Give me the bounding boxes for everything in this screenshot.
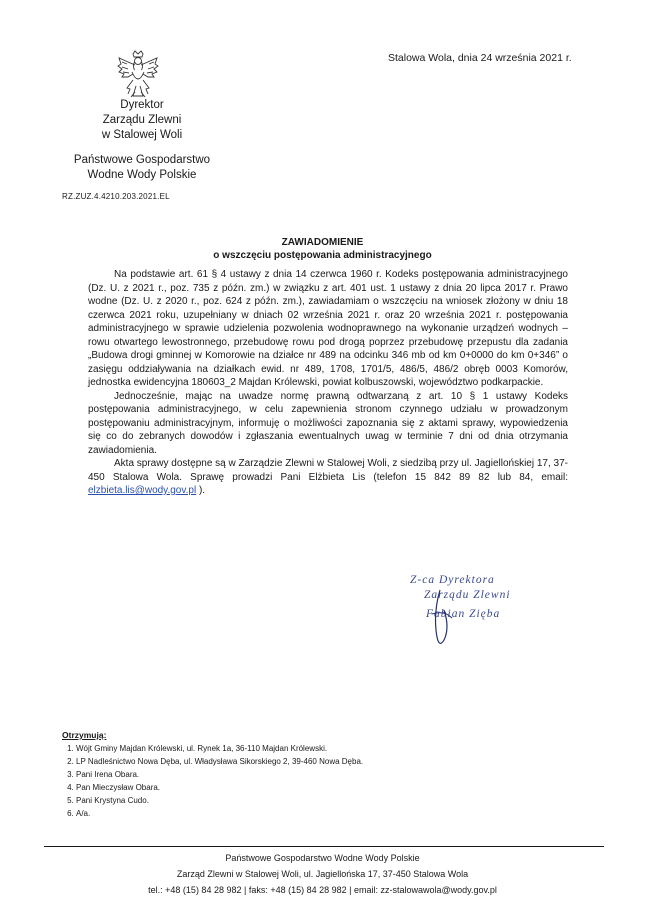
- signature-role: Z-ca Dyrektora: [410, 574, 495, 586]
- recipients-list: [62, 729, 422, 820]
- sender-office: Zarządu Zlewni: [102, 114, 182, 126]
- sender-block: [62, 98, 222, 183]
- letter-body: [88, 268, 568, 498]
- footer-address: Zarząd Zlewni w Stalowej Woli, ul. Jagiellońska 17, 37-450 Stalowa Wola: [176, 869, 469, 879]
- footer-organization: Państwowe Gospodarstwo Wodne Wody Polskie: [225, 853, 420, 863]
- recipient-item: 3. Pani Irena Obara.: [76, 768, 422, 781]
- recipient-item: 1. Wójt Gminy Majdan Królewski, ul. Rynek 1a, 36-110 Majdan Królewski.: [76, 742, 422, 755]
- recipient-item: 4. Pan Mieczysław Obara.: [76, 781, 422, 794]
- document-date: Stalowa Wola, dnia 24 września 2021 r.: [388, 52, 572, 64]
- sender-city: w Stalowej Woli: [101, 129, 183, 141]
- document-title: ZAWIADOMIENIE: [281, 237, 364, 248]
- eagle-emblem-icon: [116, 50, 160, 100]
- sender-organization-2: Wodne Wody Polskie: [87, 169, 197, 181]
- signature-stamp: [406, 574, 536, 654]
- recipients-heading: Otrzymują:: [62, 730, 107, 740]
- footer-divider: [44, 846, 604, 847]
- case-files-text: Akta sprawy dostępne są w Zarządzie Zlewni w Stalowej Woli, z siedzibą przy ul. Jagiellońskiej 17, 37-450 Stalowa Wola. Sprawę prowadzi Pani Elżbieta Lis (telefon 15 842 89 82 lub 84, email:: [88, 458, 568, 483]
- sender-title: Dyrektor: [120, 99, 164, 111]
- paragraph-party-rights: Jednocześnie, mając na uwadze normę prawną odtwarzaną z art. 10 § 1 ustawy Kodeks postępowania administracyjnego, w celu zapewnienia stronom czynnego udziału w prowadzonym postępowaniu administracyjnym, informuję o możliwości zapoznania się z aktami sprawy, wypowiedzenia się co do zebranych dowodów i zgłaszania ewentualnych uwag w terminie 7 dni od dnia otrzymania zawiadomienia.: [88, 390, 568, 456]
- case-number: RZ.ZUZ.4.4210.203.2021.EL: [62, 192, 170, 201]
- case-files-tail: ).: [196, 485, 206, 496]
- recipient-item: 5. Pani Krystyna Cudo.: [76, 794, 422, 807]
- recipient-item: 2. LP Nadleśnictwo Nowa Dęba, ul. Władysława Sikorskiego 2, 39-460 Nowa Dęba.: [76, 755, 422, 768]
- signature-name: Fabian Zięba: [426, 608, 501, 620]
- handwritten-signature-icon: [406, 574, 536, 654]
- paragraph-legal-basis: Na podstawie art. 61 § 4 ustawy z dnia 14 czerwca 1960 r. Kodeks postępowania administracyjnego (Dz. U. z 2021 r., poz. 735 z późn. zm.) w związku z art. 401 ust. 1 ustawy z dnia 20 lipca 2017 r. Prawo wodne (Dz. U. z 2020 r., poz. 624 z późn. zm.), zawiadamiam o wszczęciu na wniosek złożony w dniu 18 czerwca 2021 roku, uzupełniany w dniach 02 września 2021 r. oraz 20 września 2021 r. postępowania administracyjnego w sprawie udzielenia pozwolenia wodnoprawnego na wykonanie urządzeń wodnych – rowu otwartego lewostronnego, przebudowę rowu pod drogą poprzez przebudowę przepustu dla zadania „Budowa drogi gminnej w Komorowie na działce nr 489 na odcinku 346 mb od km 0+0000 do km 0+346” o zasięgu oddziaływania na działkach ewid. nr 489, 1708, 1701/5, 486/5, 486/2 obręb 0003 Komorów, jednostka ewidencyjna 180603_2 Majdan Królewski, powiat kolbuszowski, województwo podkarpackie.: [88, 269, 568, 388]
- recipient-item: 6. A/a.: [76, 807, 422, 820]
- document-subtitle: o wszczęciu postępowania administracyjnego: [213, 250, 432, 261]
- sender-organization: Państwowe Gospodarstwo: [73, 154, 211, 166]
- contact-email-link[interactable]: elzbieta.lis@wody.gov.pl: [88, 485, 197, 496]
- signature-office: Zarządu Zlewni: [424, 589, 511, 601]
- footer-contact: tel.: +48 (15) 84 28 982 | faks: +48 (15) 84 28 982 | email: zz-stalowawola@wody.gov.pl: [148, 885, 497, 895]
- paragraph-case-files: [88, 457, 568, 498]
